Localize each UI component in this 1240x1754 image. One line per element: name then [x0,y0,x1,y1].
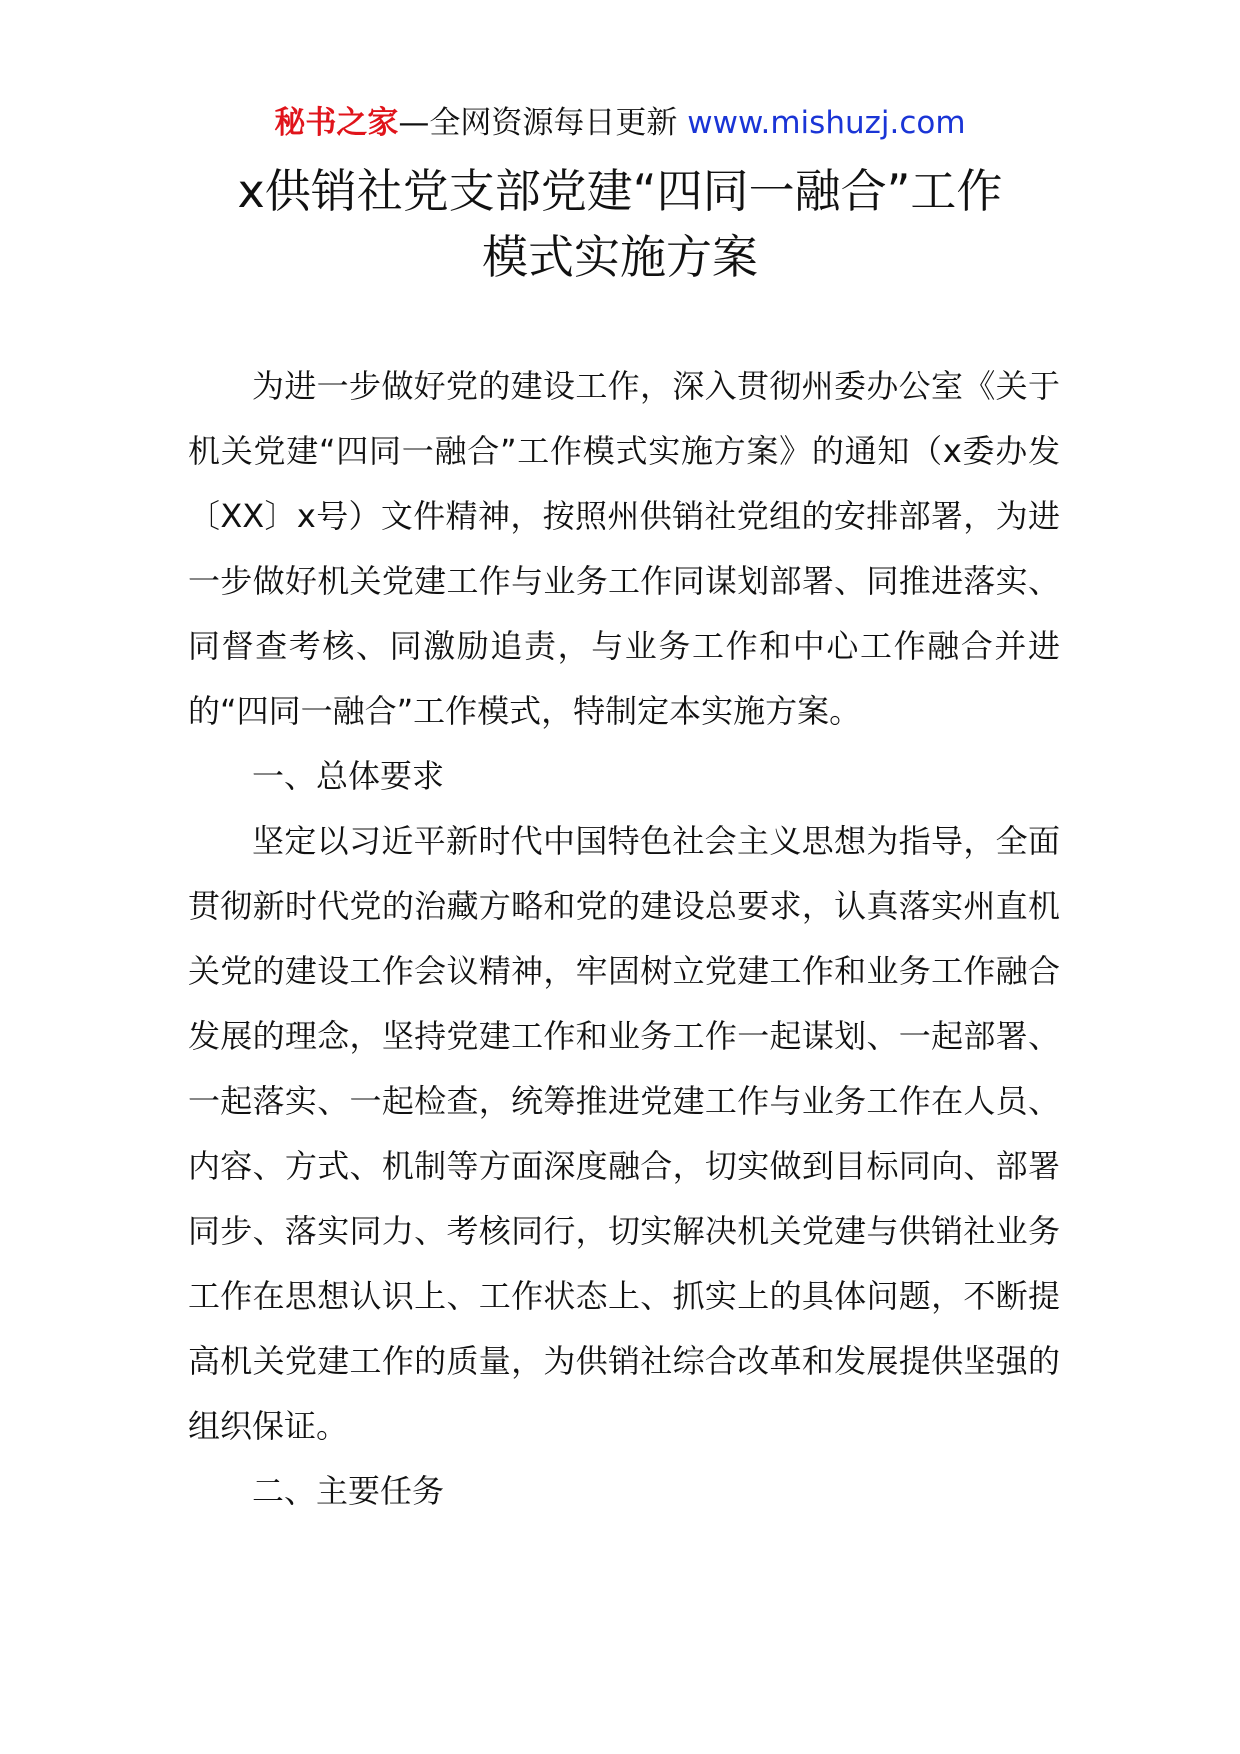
site-header [0,100,1240,146]
general-requirements-paragraph: 坚定以习近平新时代中国特色社会主义思想为指导，全面贯彻新时代党的治藏方略和党的建设总要求，认真落实州直机关党的建设工作会议精神，牢固树立党建工作和业务工作融合发展的理念，坚持党建工作和业务工作一起谋划、一起部署、一起落实、一起检查，统筹推进党建工作与业务工作在人员、内容、方式、机制等方面深度融合，切实做到目标同向、部署同步、落实同力、考核同行，切实解决机关党建与供销社业务工作在思想认识上、工作状态上、抓实上的具体问题，不断提高机关党建工作的质量，为供销社综合改革和发展提供坚强的组织保证。 [188,822,1060,1445]
brand-name: 秘书之家 [274,105,399,141]
intro-paragraph: 为进一步做好党的建设工作，深入贯彻州委办公室《关于机关党建“四同一融合”工作模式实施方案》的通知（x委办发〔XX〕x号）文件精神，按照州供销社党组的安排部署，为进一步做好机关党建工作与业务工作同谋划部署、同推进落实、同督查考核、同激励追责，与业务工作和中心工作融合并进的“四同一融合”工作模式，特制定本实施方案。 [188,367,1060,730]
section-heading-main-tasks: 二、主要任务 [252,1472,445,1510]
document-title [0,158,1240,290]
header-tagline: —全网资源每日更新 [398,105,678,141]
title-line-2: 模式实施方案 [482,230,758,284]
site-url-link[interactable]: www.mishuzj.com [687,105,966,141]
title-line-1: x供销社党支部党建“四同一融合”工作 [237,164,1003,218]
section-heading-general-requirements: 一、总体要求 [252,757,445,795]
document-body [188,354,1060,1524]
